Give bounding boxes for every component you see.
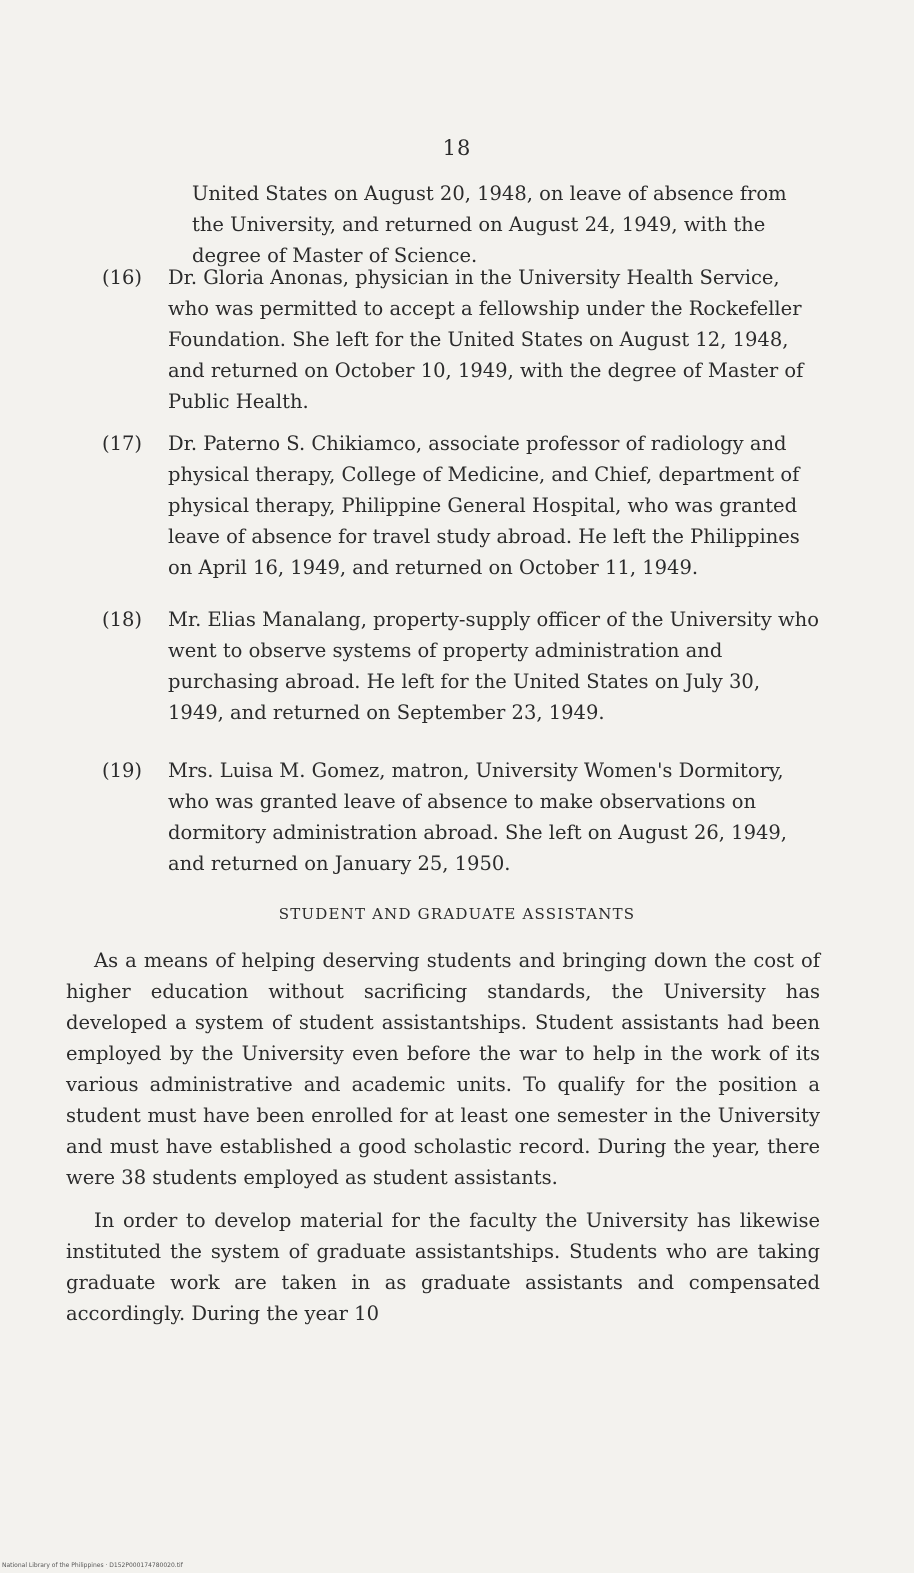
body-paragraph: In order to develop material for the faculty the University has likewise instituted the system of graduate assistantships. Students who are taking graduate work are taken in as graduate assistants and compensated accordingly. During the year 10 xyxy=(66,1209,820,1325)
list-item-number: (17) xyxy=(102,432,143,455)
list-item-text: Mr. Elias Manalang, property-supply officer of the University who went to observe systems of property administration and purchasing abroad. He left for the United States on July 30, 1949, and returned on September 23, 1949. xyxy=(168,608,819,724)
list-item-text: Dr. Paterno S. Chikiamco, associate professor of radiology and physical therapy, College of Medicine, and Chief, department of physical therapy, Philippine General Hospital, who was granted leave of absence for travel study abroad. He left the Philippines on April 16, 1949, and returned on October 11, 1949. xyxy=(168,432,800,579)
section-heading: STUDENT AND GRADUATE ASSISTANTS xyxy=(278,905,636,923)
list-item-number: (16) xyxy=(102,266,143,289)
list-item xyxy=(102,428,820,583)
list-item-text: Dr. Gloria Anonas, physician in the University Health Service, who was permitted to accept a fellowship under the Rockefeller Foundation. She left for the United States on August 12, 1948, and returned on October 10, 1949, with the degree of Master of Public Health. xyxy=(168,266,804,413)
body-paragraph: As a means of helping deserving students and bringing down the cost of higher education without sacrificing standards, the University has developed a system of student assistantships. Student assistants had been employed by the University even before the war to help in the work of its various administrative and academic units. To qualify for the position a student must have been enrolled for at least one semester in the University and must have established a good scholastic record. During the year, there were 38 students employed as student assistants. xyxy=(66,949,820,1189)
list-item-number: (19) xyxy=(102,759,143,782)
page-number: 18 xyxy=(442,136,472,160)
footer-caption: National Library of the Philippines · D152P000174780020.tif xyxy=(2,1562,183,1569)
list-item-number: (18) xyxy=(102,608,143,631)
list-item xyxy=(102,604,820,728)
continuation-text: United States on August 20, 1948, on leave of absence from the University, and returned on August 24, 1949, with the degree of Master of Science. xyxy=(192,182,787,267)
list-item xyxy=(102,262,820,417)
list-item-text: Mrs. Luisa M. Gomez, matron, University Women's Dormitory, who was granted leave of absence to make observations on dormitory administration abroad. She left on August 26, 1949, and returned on January 25, 1950. xyxy=(168,759,787,875)
list-item xyxy=(102,755,820,879)
